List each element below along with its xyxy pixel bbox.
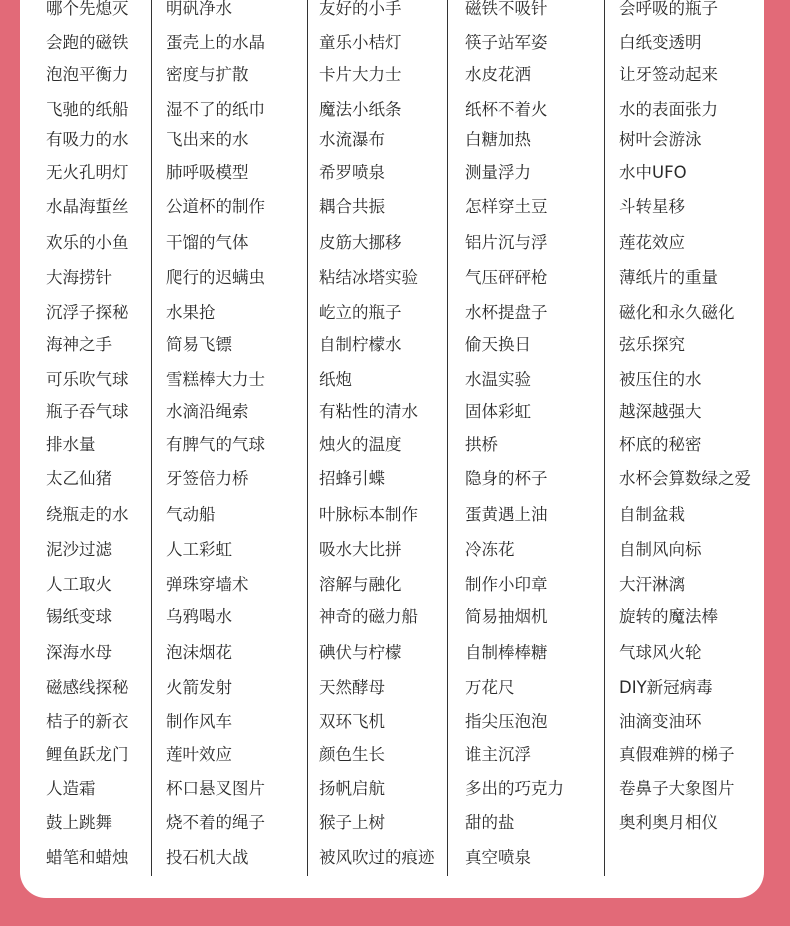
list-item: 制作风车 [166, 712, 232, 731]
list-item: 固体彩虹 [465, 402, 531, 421]
list-item: 有吸力的水 [46, 130, 129, 149]
list-item: 水的表面张力 [619, 100, 718, 119]
list-item: 叶脉标本制作 [319, 505, 418, 524]
list-item: 欢乐的小鱼 [46, 233, 129, 252]
list-item: 海神之手 [46, 335, 112, 354]
list-item: 人造霜 [46, 779, 96, 798]
list-item: 筷子站军姿 [465, 33, 548, 52]
list-item: 哪个先熄灭 [46, 0, 129, 18]
list-item: 莲叶效应 [166, 745, 232, 764]
list-item: 拱桥 [465, 435, 498, 454]
list-item: 气压砰砰枪 [465, 268, 548, 287]
list-item: 水温实验 [465, 370, 531, 389]
list-item: 真空喷泉 [465, 848, 531, 867]
list-item: 树叶会游泳 [619, 130, 702, 149]
list-item: 奥利奥月相仪 [619, 813, 718, 832]
list-item: 泥沙过滤 [46, 540, 112, 559]
list-item: 招蜂引蝶 [319, 469, 385, 488]
list-item: 磁铁不吸针 [465, 0, 548, 18]
list-item: 深海水母 [46, 643, 112, 662]
list-item: 自制棒棒糖 [465, 643, 548, 662]
list-item: 被压住的水 [619, 370, 702, 389]
list-item: 水流瀑布 [319, 130, 385, 149]
list-item: 猴子上树 [319, 813, 385, 832]
list-item: 排水量 [46, 435, 96, 454]
list-item: 肺呼吸模型 [166, 163, 249, 182]
list-item: 卡片大力士 [319, 65, 402, 84]
list-item: 扬帆启航 [319, 779, 385, 798]
list-item: 泡沫烟花 [166, 643, 232, 662]
list-item: 鲤鱼跃龙门 [46, 745, 129, 764]
list-item: 谁主沉浮 [465, 745, 531, 764]
list-item: 万花尺 [465, 678, 515, 697]
list-item: 锡纸变球 [46, 607, 112, 626]
list-item: 真假难辨的梯子 [619, 745, 735, 764]
list-item: 斗转星移 [619, 197, 685, 216]
list-item: 魔法小纸条 [319, 100, 402, 119]
list-item: 牙签倍力桥 [166, 469, 249, 488]
list-item: 雪糕棒大力士 [166, 370, 265, 389]
list-item: 自制盆栽 [619, 505, 685, 524]
list-item: DIY新冠病毒 [619, 678, 713, 697]
column-divider [307, 0, 308, 876]
list-item: 弦乐探究 [619, 335, 685, 354]
list-item: 公道杯的制作 [166, 197, 265, 216]
list-item: 吸水大比拼 [319, 540, 402, 559]
list-item: 自制柠檬水 [319, 335, 402, 354]
list-item: 旋转的魔法棒 [619, 607, 718, 626]
list-item: 颜色生长 [319, 745, 385, 764]
list-item: 隐身的杯子 [465, 469, 548, 488]
list-item: 皮筋大挪移 [319, 233, 402, 252]
list-item: 可乐吹气球 [46, 370, 129, 389]
list-item: 爬行的迟螨虫 [166, 268, 265, 287]
list-item: 沉浮子探秘 [46, 303, 129, 322]
list-item: 制作小印章 [465, 575, 548, 594]
list-item: 干馏的气体 [166, 233, 249, 252]
list-item: 太乙仙猪 [46, 469, 112, 488]
list-item: 溶解与融化 [319, 575, 402, 594]
list-item: 水皮花洒 [465, 65, 531, 84]
list-item: 会跑的磁铁 [46, 33, 129, 52]
list-item: 冷冻花 [465, 540, 515, 559]
list-item: 怎样穿土豆 [465, 197, 548, 216]
list-item: 被风吹过的痕迹 [319, 848, 435, 867]
list-item: 磁化和永久磁化 [619, 303, 735, 322]
list-item: 多出的巧克力 [465, 779, 564, 798]
list-item: 飞驰的纸船 [46, 100, 129, 119]
list-item: 童乐小桔灯 [319, 33, 402, 52]
list-item: 烧不着的绳子 [166, 813, 265, 832]
list-item: 桔子的新衣 [46, 712, 129, 731]
list-item: 瓶子吞气球 [46, 402, 129, 421]
list-item: 白纸变透明 [619, 33, 702, 52]
list-item: 水果抢 [166, 303, 216, 322]
column-divider [447, 0, 448, 876]
list-item: 大海捞针 [46, 268, 112, 287]
list-item: 火箭发射 [166, 678, 232, 697]
list-item: 明矾净水 [166, 0, 232, 18]
list-item: 人工彩虹 [166, 540, 232, 559]
list-item: 水杯提盘子 [465, 303, 548, 322]
list-item: 友好的小手 [319, 0, 402, 18]
column-divider [604, 0, 605, 876]
list-item: 气球风火轮 [619, 643, 702, 662]
list-item: 水杯会算数绿之爱 [619, 469, 751, 488]
list-item: 杯口悬叉图片 [166, 779, 265, 798]
list-item: 铝片沉与浮 [465, 233, 548, 252]
list-item: 密度与扩散 [166, 65, 249, 84]
list-item: 杯底的秘密 [619, 435, 702, 454]
list-item: 有粘性的清水 [319, 402, 418, 421]
list-item: 耦合共振 [319, 197, 385, 216]
list-item: 蜡笔和蜡烛 [46, 848, 129, 867]
list-item: 简易飞镖 [166, 335, 232, 354]
list-item: 碘伏与柠檬 [319, 643, 402, 662]
list-item: 测量浮力 [465, 163, 531, 182]
list-item: 投石机大战 [166, 848, 249, 867]
list-item: 大汗淋漓 [619, 575, 685, 594]
list-item: 指尖压泡泡 [465, 712, 548, 731]
list-item: 粘结冰塔实验 [319, 268, 418, 287]
list-item: 让牙签动起来 [619, 65, 718, 84]
list-item: 简易抽烟机 [465, 607, 548, 626]
list-item: 天然酵母 [319, 678, 385, 697]
list-item: 人工取火 [46, 575, 112, 594]
list-item: 偷天换日 [465, 335, 531, 354]
list-item: 油滴变油环 [619, 712, 702, 731]
column-divider [151, 0, 152, 876]
list-item: 纸炮 [319, 370, 352, 389]
list-item: 白糖加热 [465, 130, 531, 149]
list-item: 飞出来的水 [166, 130, 249, 149]
list-item: 泡泡平衡力 [46, 65, 129, 84]
list-item: 磁感线探秘 [46, 678, 129, 697]
list-item: 鼓上跳舞 [46, 813, 112, 832]
list-item: 乌鸦喝水 [166, 607, 232, 626]
list-item: 水晶海蜇丝 [46, 197, 129, 216]
list-item: 湿不了的纸巾 [166, 100, 265, 119]
list-item: 烛火的温度 [319, 435, 402, 454]
list-item: 双环飞机 [319, 712, 385, 731]
list-item: 弹珠穿墙术 [166, 575, 249, 594]
list-item: 神奇的磁力船 [319, 607, 418, 626]
list-item: 甜的盐 [465, 813, 515, 832]
list-item: 纸杯不着火 [465, 100, 548, 119]
list-item: 卷鼻子大象图片 [619, 779, 735, 798]
list-item: 薄纸片的重量 [619, 268, 718, 287]
list-item: 越深越强大 [619, 402, 702, 421]
list-item: 绕瓶走的水 [46, 505, 129, 524]
list-item: 水中UFO [619, 163, 687, 182]
list-item: 会呼吸的瓶子 [619, 0, 718, 18]
list-item: 蛋黄遇上油 [465, 505, 548, 524]
list-item: 希罗喷泉 [319, 163, 385, 182]
list-item: 水滴沿绳索 [166, 402, 249, 421]
list-item: 有脾气的气球 [166, 435, 265, 454]
list-item: 自制风向标 [619, 540, 702, 559]
list-item: 气动船 [166, 505, 216, 524]
list-item: 无火孔明灯 [46, 163, 129, 182]
list-item: 屹立的瓶子 [319, 303, 402, 322]
list-item: 莲花效应 [619, 233, 685, 252]
list-item: 蛋壳上的水晶 [166, 33, 265, 52]
